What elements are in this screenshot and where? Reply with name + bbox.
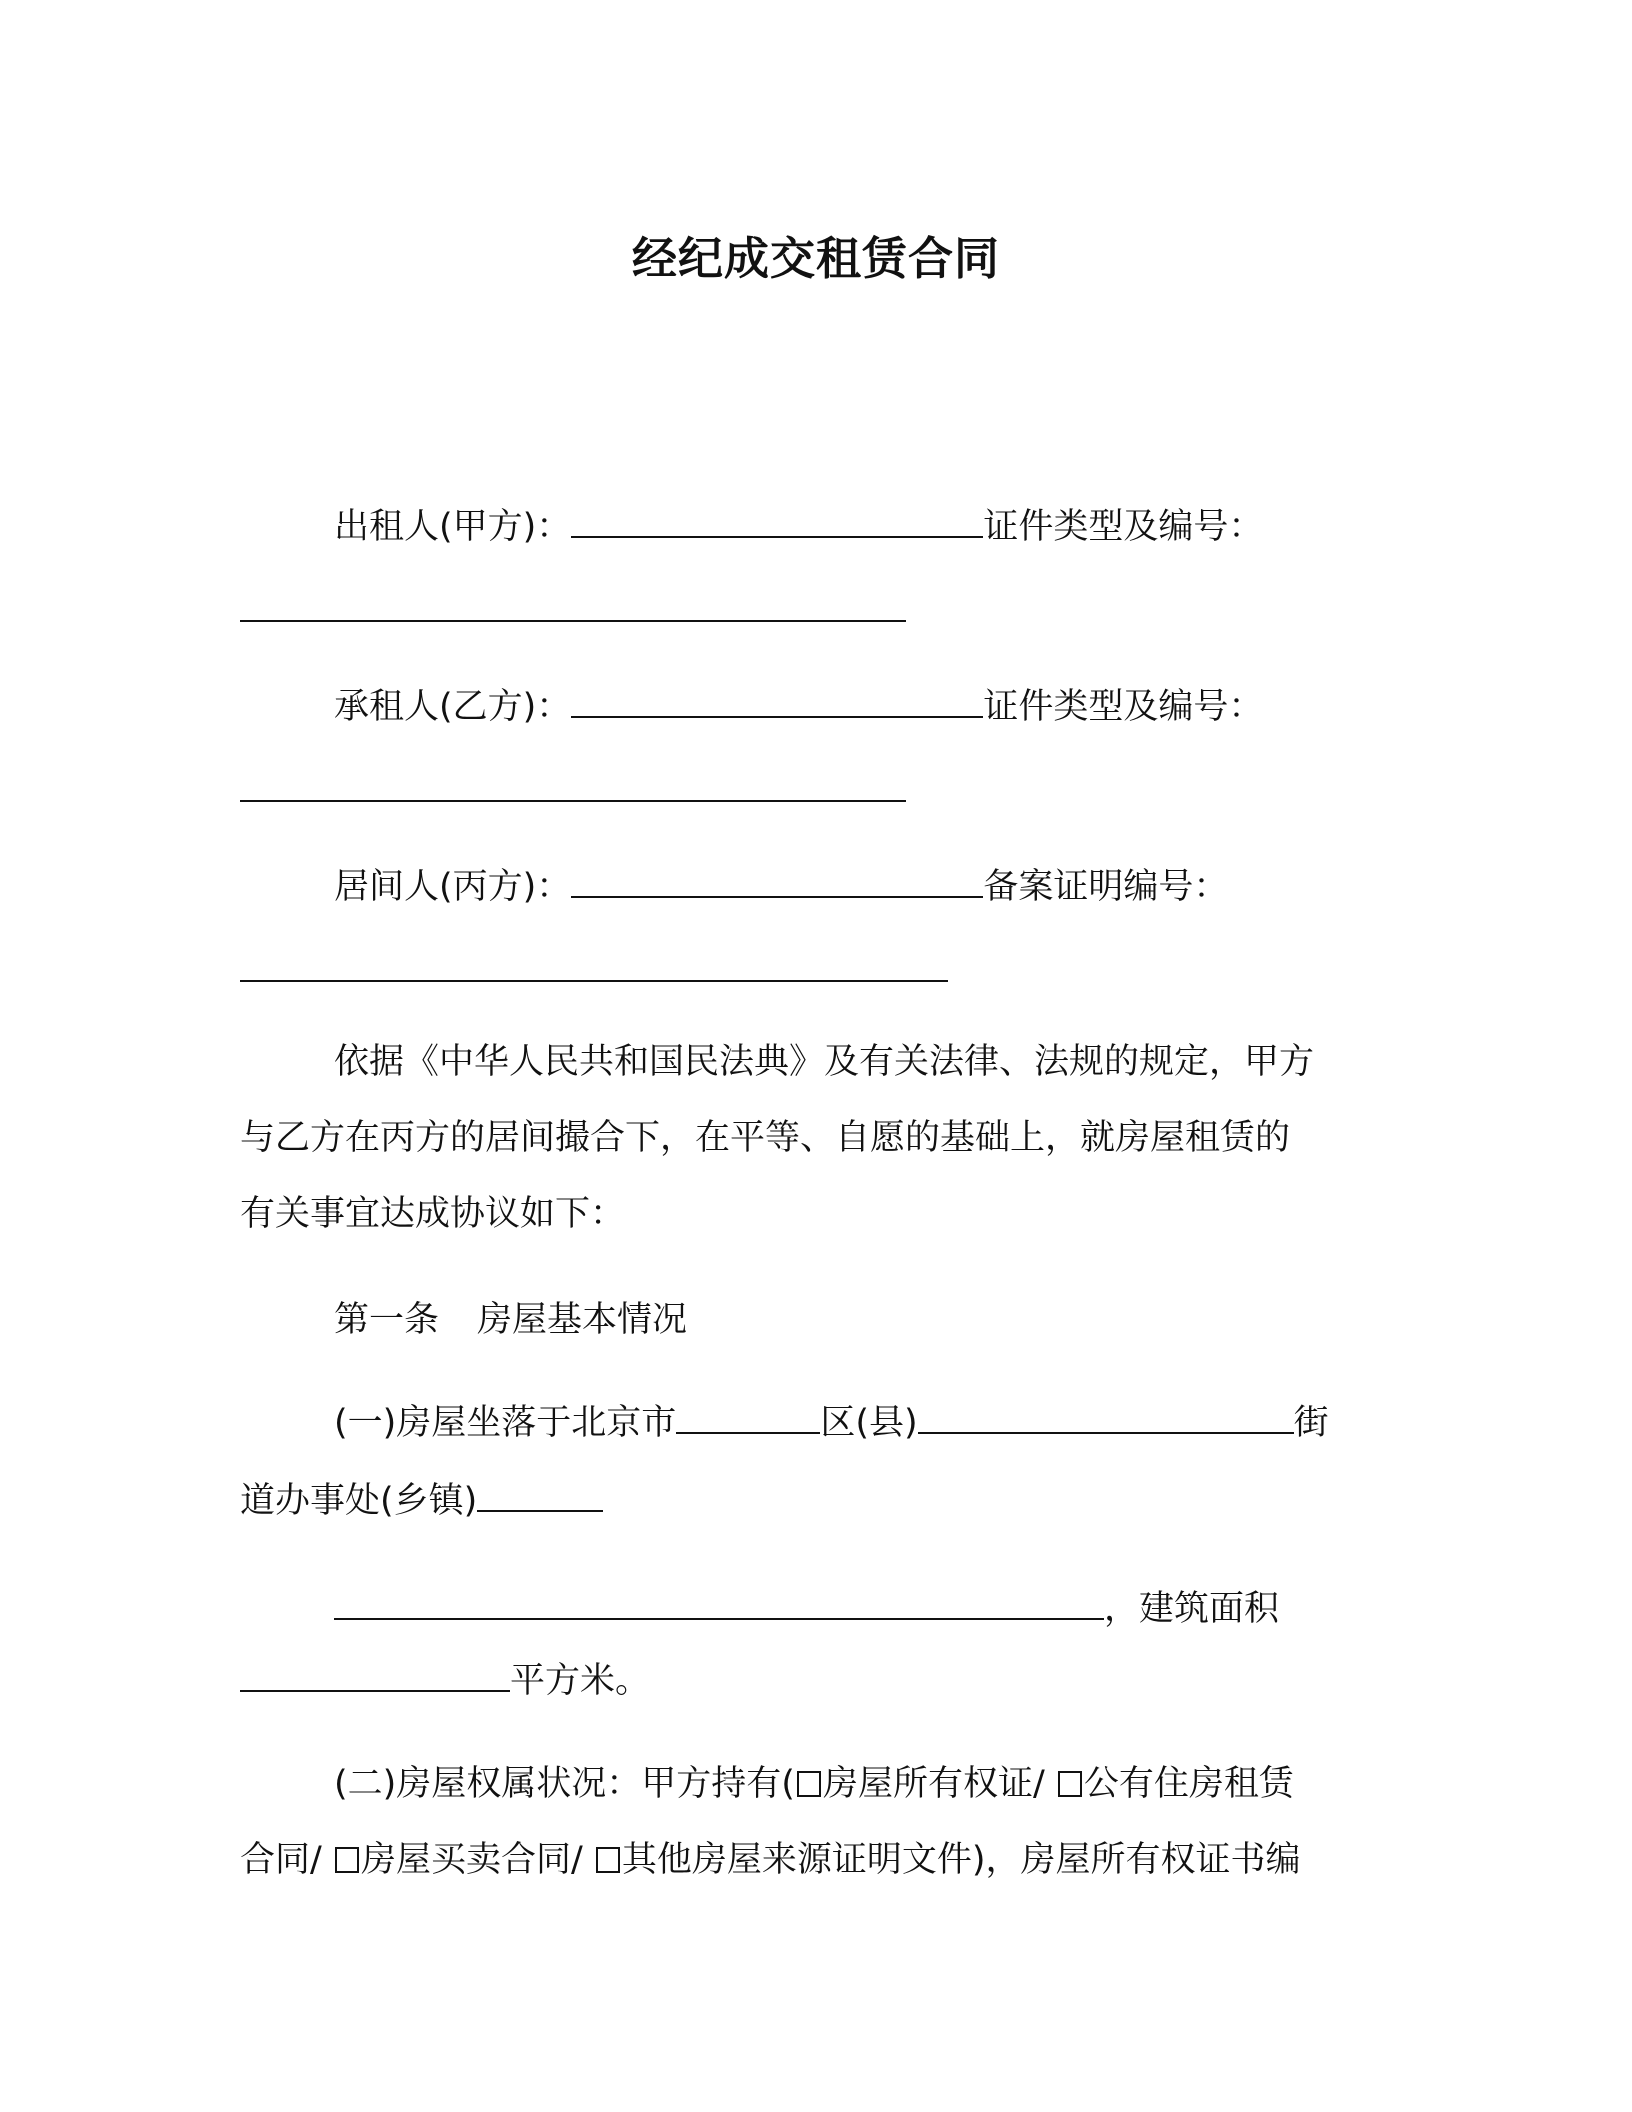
lessor-line [334,502,1263,549]
option-public-housing: 公有住房租赁 [1083,1764,1294,1804]
clause-2-line2-prefix: 合同/ [240,1840,322,1880]
article-1-title: 房屋基本情况 [477,1300,688,1340]
lessee-label: 承租人(乙方)： [334,687,572,727]
township-blank [477,1476,603,1512]
lessee-id-blank [240,800,906,802]
street-label: 街 [1293,1403,1329,1443]
article-1-number: 第一条 [334,1300,440,1340]
article-1-heading [334,1298,687,1342]
lessor-label: 出租人(甲方)： [334,507,572,547]
broker-line [334,862,1228,909]
preamble-line-1: 依据《中华人民共和国民法典》及有关法律、法规的规定，甲方 [334,1042,1315,1082]
area-unit: 平方米。 [510,1661,651,1701]
clause-1-line-4 [240,1656,650,1703]
lessor-id-label: 证件类型及编号： [983,507,1264,547]
lessor-id-blank [240,620,906,622]
area-label: ，建筑面积 [1104,1589,1280,1629]
preamble-line-2: 与乙方在丙方的居间撮合下，在平等、自愿的基础上，就房屋租赁的 [240,1118,1291,1158]
checkbox-sale-contract[interactable] [335,1847,359,1873]
option-sale-contract: 房屋买卖合同/ [360,1840,583,1880]
clause-2-line-2 [240,1838,1301,1882]
clause-1-line-3 [334,1584,1279,1631]
district-label: 区(县) [820,1403,918,1443]
area-blank [240,1656,510,1692]
clause-1-prefix: (一)房屋坐落于北京市 [334,1403,677,1443]
clause-2-prefix: (二)房屋权属状况：甲方持有( [334,1764,795,1804]
district-blank [676,1398,820,1434]
lessor-name-blank [571,502,983,538]
broker-name-blank [571,862,983,898]
broker-label: 居间人(丙方)： [334,867,572,907]
preamble-line-3: 有关事宜达成协议如下： [240,1194,626,1234]
document-title: 经纪成交租赁合同 [631,232,1000,285]
lessee-id-label: 证件类型及编号： [983,687,1264,727]
option-other-docs: 其他房屋来源证明文件)，房屋所有权证书编 [621,1840,1301,1880]
township-label: 道办事处(乡镇) [240,1481,478,1521]
lessee-line [334,682,1263,729]
lessee-name-blank [571,682,983,718]
broker-id-label: 备案证明编号： [983,867,1229,907]
address-blank [334,1584,1104,1620]
clause-1-line-2 [240,1476,603,1523]
checkbox-other-docs[interactable] [596,1847,620,1873]
option-ownership-cert: 房屋所有权证/ [822,1764,1045,1804]
street-blank [918,1398,1294,1434]
broker-id-blank [240,980,948,982]
clause-1-line-1 [334,1398,1329,1445]
checkbox-public-housing[interactable] [1058,1771,1082,1797]
checkbox-ownership-cert[interactable] [797,1771,821,1797]
clause-2-line-1 [334,1762,1294,1806]
